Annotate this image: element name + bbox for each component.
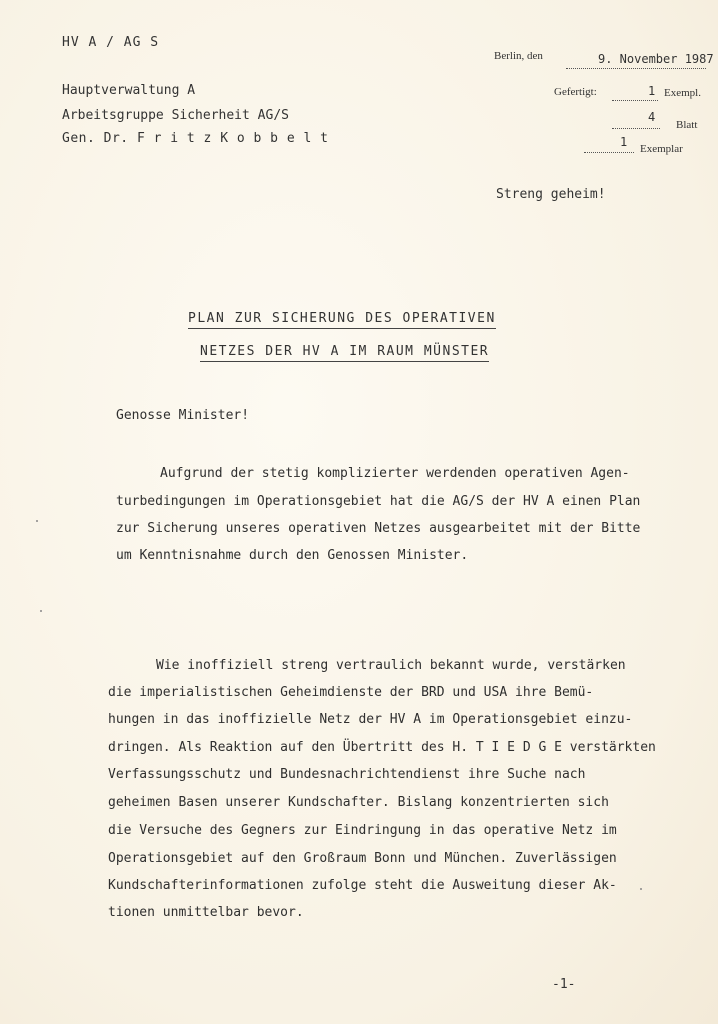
- org-line-1: Hauptverwaltung A: [62, 83, 196, 98]
- para2-line-3: hungen in das inoffizielle Netz der HV A im Operationsgebiet einzu-: [108, 712, 633, 727]
- paper-speck: [36, 520, 38, 522]
- para2-line-10: tionen unmittelbar bevor.: [108, 905, 304, 920]
- salutation: Genosse Minister!: [116, 408, 250, 423]
- paper-speck: [640, 888, 642, 890]
- gefertigt-value: 1: [648, 84, 656, 98]
- blatt-label: Blatt: [676, 119, 698, 131]
- para2-line-5: Verfassungsschutz und Bundesnachrichtendienst ihre Suche nach: [108, 767, 586, 782]
- classification-stamp: Streng geheim!: [496, 187, 606, 202]
- page-number: -1-: [552, 977, 576, 992]
- para2-line-6: geheimen Basen unserer Kundschafter. Bislang konzentrierten sich: [108, 795, 609, 810]
- exemplar-value: 1: [620, 135, 628, 149]
- para2-line-1: Wie inoffiziell streng vertraulich bekannt wurde, verstärken: [156, 658, 626, 673]
- document-date: 9. November 1987: [598, 52, 714, 66]
- title-line-2: NETZES DER HV A IM RAUM MÜNSTER: [200, 344, 489, 362]
- para2-line-2: die imperialistischen Geheimdienste der BRD und USA ihre Bemü-: [108, 685, 594, 700]
- para2-line-8: Operationsgebiet auf den Großraum Bonn und München. Zuverlässigen: [108, 851, 617, 866]
- exempl-label: Exempl.: [664, 87, 701, 99]
- para2-line-4: dringen. Als Reaktion auf den Übertritt des H. T I E D G E verstärkten: [108, 740, 656, 755]
- para2-line-7: die Versuche des Gegners zur Eindringung in das operative Netz im: [108, 823, 617, 838]
- place-label: Berlin, den: [494, 50, 543, 62]
- para1-line-4: um Kenntnisnahme durch den Genossen Minister.: [116, 548, 469, 563]
- para1-line-1: Aufgrund der stetig komplizierter werdenden operativen Agen-: [160, 466, 630, 481]
- paper-speck: [40, 610, 42, 612]
- exemplar-label: Exemplar: [640, 143, 683, 155]
- para1-line-3: zur Sicherung unseres operativen Netzes ausgearbeitet mit der Bitte: [116, 521, 641, 536]
- org-line-3: Gen. Dr. F r i t z K o b b e l t: [62, 131, 329, 146]
- reference-code: HV A / AG S: [62, 35, 160, 50]
- title-line-1: PLAN ZUR SICHERUNG DES OPERATIVEN: [188, 311, 496, 329]
- gefertigt-label: Gefertigt:: [554, 86, 597, 98]
- blatt-value: 4: [648, 110, 656, 124]
- org-line-2: Arbeitsgruppe Sicherheit AG/S: [62, 108, 289, 123]
- para1-line-2: turbedingungen im Operationsgebiet hat die AG/S der HV A einen Plan: [116, 494, 641, 509]
- para2-line-9: Kundschafterinformationen zufolge steht die Ausweitung dieser Ak-: [108, 878, 617, 893]
